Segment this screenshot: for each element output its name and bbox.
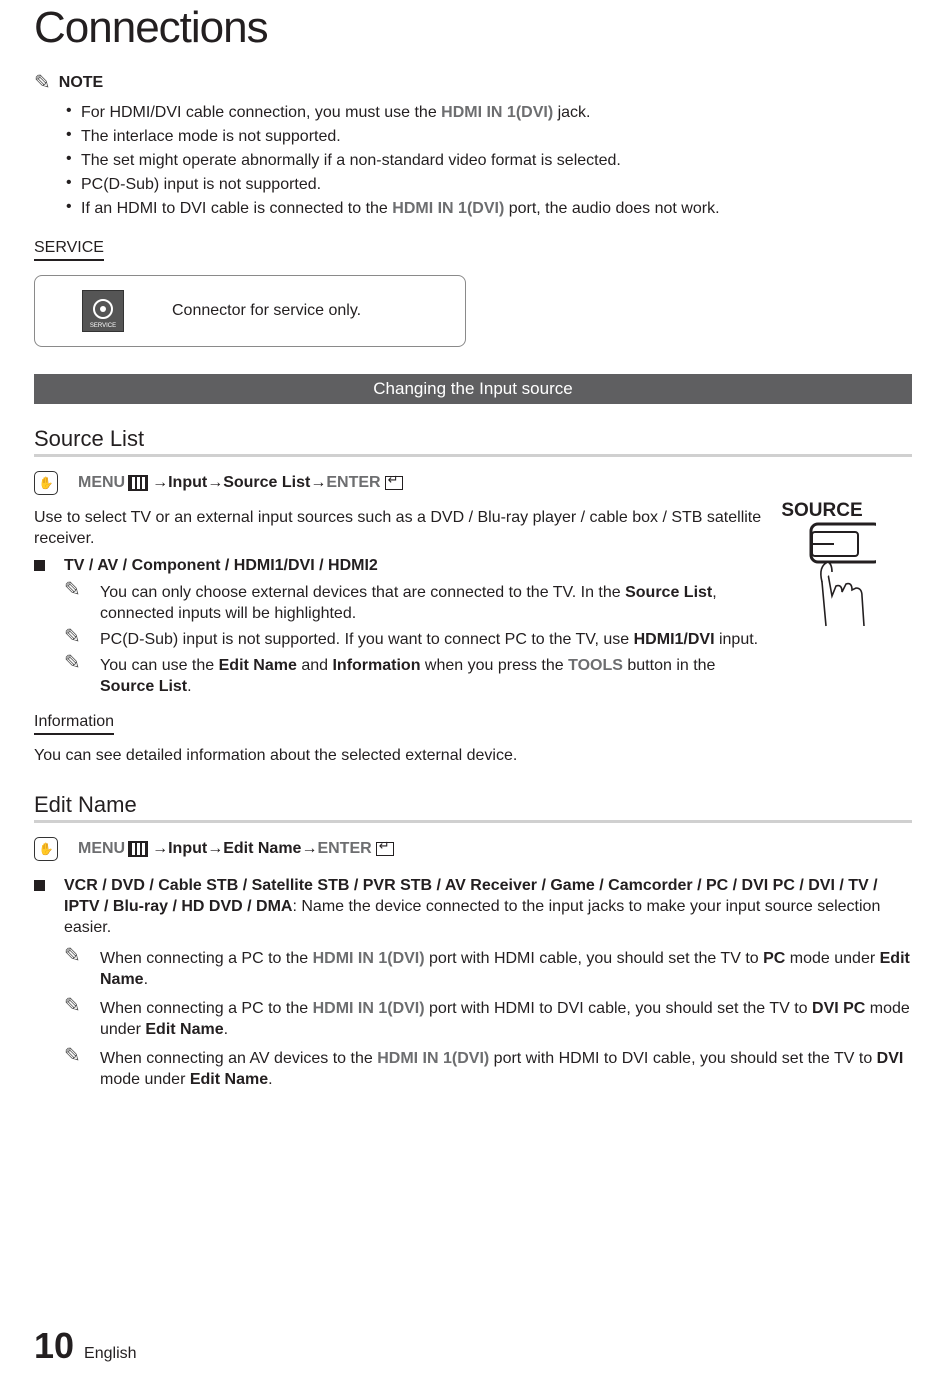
note-text: when you press the [420, 657, 569, 674]
enter-icon [385, 476, 403, 490]
note-text: You can only choose external devices that are connected to the TV. In the [100, 584, 626, 601]
arrow: → [152, 474, 169, 491]
note-text: . [143, 971, 149, 988]
note-text: mode under [100, 1071, 190, 1088]
note-text: When connecting a PC to the [100, 1000, 313, 1017]
note-text: port with HDMI cable, you should set the TV to [424, 950, 764, 967]
note-text: The set might operate abnormally if a non-standard video format is selected. [81, 152, 621, 169]
note-text: When connecting a PC to the [100, 950, 313, 967]
note-bold: Information [332, 657, 421, 674]
source-list-options [34, 555, 764, 576]
note-text: , connected inputs will be highlighted. [100, 584, 717, 622]
note-text: and [296, 657, 333, 674]
note-bold: DVI PC [812, 1000, 866, 1017]
note-list [34, 101, 912, 220]
pencil-icon: ✎ [64, 945, 81, 967]
note-bold: DVI [876, 1050, 904, 1067]
note-highlight: HDMI IN 1(DVI) [312, 1000, 425, 1017]
list-item [66, 197, 912, 220]
arrow: → [207, 474, 224, 491]
note-heading [34, 70, 912, 95]
note-text: mode under [100, 1000, 910, 1038]
list-item [34, 579, 764, 624]
note-text: The interlace mode is not supported. [81, 128, 341, 145]
note-text: port with HDMI to DVI cable, you should set the TV to [424, 1000, 813, 1017]
note-highlight: HDMI IN 1(DVI) [441, 104, 554, 121]
pencil-icon: ✎ [34, 72, 51, 94]
list-item [34, 945, 912, 990]
note-text: PC(D-Sub) input is not supported. If you want to connect PC to the TV, use [100, 631, 634, 648]
arrow: → [152, 840, 169, 857]
note-highlight: TOOLS [568, 657, 623, 674]
page-title: Connections [34, 3, 268, 52]
note-text: When connecting an AV devices to the [100, 1050, 378, 1067]
list-item [34, 626, 764, 650]
pencil-icon: ✎ [64, 995, 81, 1017]
path-edit-name: Edit Name [223, 840, 302, 857]
note-bold: Edit Name [145, 1021, 224, 1038]
path-input: Input [168, 840, 208, 857]
note-text: . [187, 678, 192, 695]
note-text: button in the [622, 657, 716, 674]
note-text: port with HDMI to DVI cable, you should set the TV to [489, 1050, 877, 1067]
note-highlight: HDMI IN 1(DVI) [392, 200, 505, 217]
list-item [66, 149, 912, 172]
path-source-list: Source List [223, 474, 311, 491]
source-list-description: Use to select TV or an external input sources such as a DVD / Blu-ray player / cable box / STB satellite receiver. [34, 509, 762, 547]
menu-label: MENU [78, 474, 126, 491]
edit-name-options [34, 875, 912, 938]
note-bold: Source List [625, 584, 713, 601]
list-item [66, 101, 912, 124]
options-description: : Name the device connected to the input jacks to make your input source selection easier. [64, 898, 881, 936]
page-language: English [84, 1345, 137, 1362]
section-banner: Changing the Input source [34, 374, 912, 404]
service-box [34, 275, 466, 347]
menu-grid-icon [128, 841, 148, 857]
arrow: → [310, 474, 327, 491]
options-text: TV / AV / Component / HDMI1/DVI / HDMI2 [64, 557, 378, 574]
pencil-icon: ✎ [64, 1045, 81, 1067]
pencil-icon: ✎ [64, 579, 81, 601]
information-heading: Information [34, 713, 114, 735]
note-text: . [223, 1021, 229, 1038]
page-footer [34, 1325, 137, 1367]
note-highlight: HDMI IN 1(DVI) [312, 950, 425, 967]
note-text: You can use the [100, 657, 219, 674]
pencil-icon: ✎ [64, 652, 81, 674]
note-text: . [268, 1071, 273, 1088]
list-item [34, 1045, 912, 1090]
note-bold: Edit Name [218, 657, 297, 674]
source-list-body [34, 507, 764, 697]
menu-path [34, 837, 912, 861]
path-input: Input [168, 474, 208, 491]
source-button-label: SOURCE [781, 500, 863, 521]
menu-grid-icon [128, 475, 148, 491]
arrow: → [207, 840, 224, 857]
hand-remote-icon: ✋ [34, 837, 58, 861]
edit-name-title: Edit Name [34, 792, 912, 823]
service-heading: SERVICE [34, 239, 104, 261]
hand-remote-icon: ✋ [34, 471, 58, 495]
note-label: NOTE [58, 73, 104, 91]
pencil-icon: ✎ [64, 626, 81, 648]
enter-icon [376, 842, 394, 856]
source-button-illustration [776, 496, 876, 636]
enter-label: ENTER [326, 474, 381, 491]
list-item [66, 125, 912, 148]
service-port-icon [82, 290, 124, 332]
note-bold: Source List [100, 678, 188, 695]
edit-name-body [34, 875, 912, 1090]
menu-path [34, 471, 912, 495]
options-text: VCR / DVD / Cable STB / Satellite STB / PVR STB / AV Receiver / Game / Camcorder / PC / DVI PC / DVI / TV / IPTV / Blu-ray / HD DVD / DMA [64, 877, 878, 915]
port-icon [93, 299, 113, 319]
note-bold: Edit Name [100, 950, 910, 988]
list-item [34, 652, 764, 697]
note-bold: PC [763, 950, 786, 967]
note-text: If an HDMI to DVI cable is connected to the [81, 200, 393, 217]
menu-label: MENU [78, 840, 126, 857]
service-icon-label: SERVICE [89, 323, 117, 329]
note-text: port, the audio does not work. [504, 200, 720, 217]
arrow: → [301, 840, 318, 857]
information-text: You can see detailed information about the selected external device. [34, 747, 518, 764]
page-number: 10 [34, 1325, 75, 1366]
note-text: jack. [553, 104, 591, 121]
service-description: Connector for service only. [172, 302, 362, 319]
list-item [34, 995, 912, 1040]
note-text: For HDMI/DVI cable connection, you must use the [81, 104, 442, 121]
enter-label: ENTER [317, 840, 372, 857]
hand-icon [822, 574, 864, 626]
note-bold: Edit Name [189, 1071, 269, 1088]
note-bold: HDMI1/DVI [633, 631, 715, 648]
note-text: PC(D-Sub) input is not supported. [81, 176, 322, 193]
note-highlight: HDMI IN 1(DVI) [377, 1050, 490, 1067]
note-text: input. [714, 631, 759, 648]
source-list-title: Source List [34, 426, 912, 457]
list-item [66, 173, 912, 196]
note-text: mode under [785, 950, 880, 967]
